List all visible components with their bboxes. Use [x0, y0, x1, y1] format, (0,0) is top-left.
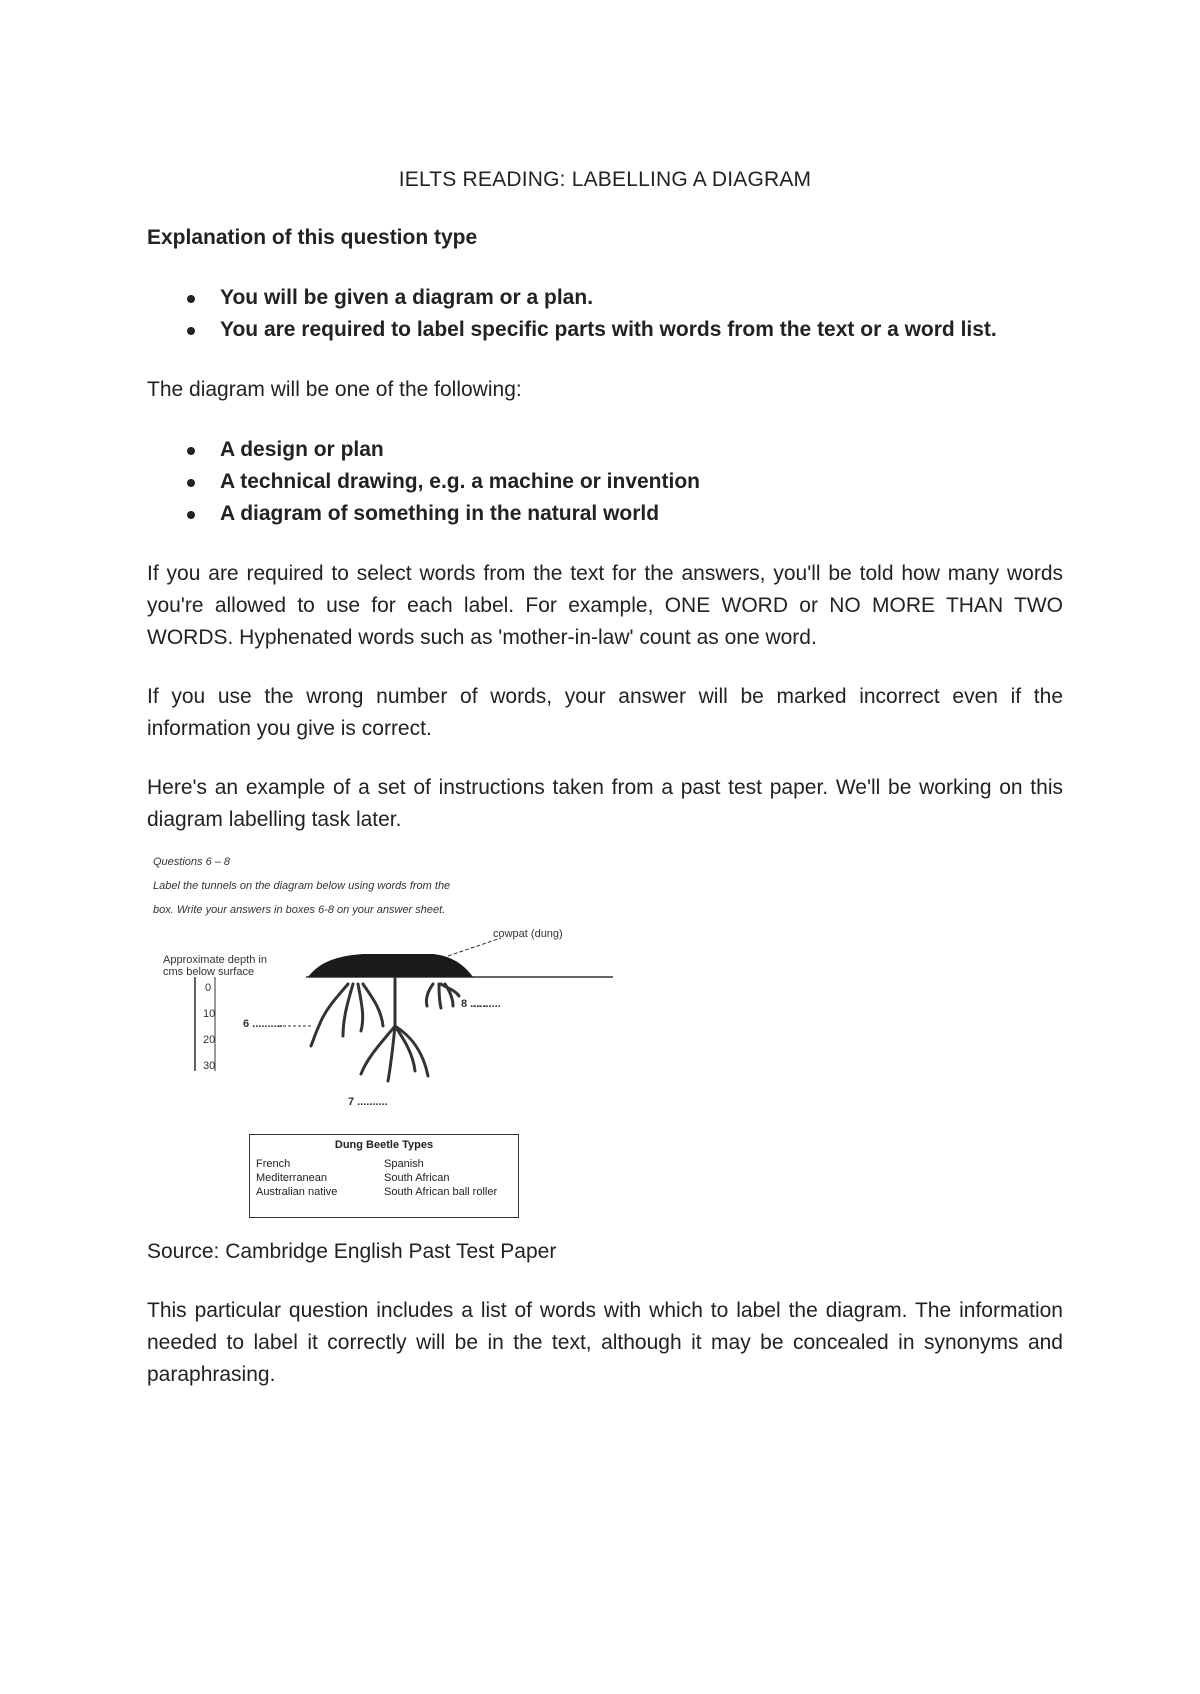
- answer-label-8: 8 ..........: [461, 998, 501, 1010]
- source-line: Source: Cambridge English Past Test Paper: [147, 1240, 557, 1263]
- paragraph-final: This particular question includes a list of words with which to label the diagram. The information needed to label it correctly will be in the text, although it may be concealed in synonyms and paraphrasing.: [147, 1299, 1063, 1386]
- figure-instruction-line-2: box. Write your answers in boxes 6-8 on your answer sheet.: [153, 904, 446, 916]
- section-subheading: Explanation of this question type: [147, 226, 478, 249]
- list-item: [147, 466, 1063, 498]
- legend-item: Spanish: [384, 1158, 424, 1170]
- legend-right-column: [384, 1157, 497, 1199]
- legend-title: Dung Beetle Types: [334, 1139, 434, 1151]
- list-item: [147, 498, 1063, 530]
- paragraph-wrong-number: If you use the wrong number of words, your answer will be marked incorrect even if the information you give is correct.: [147, 685, 1063, 740]
- paragraph-example: Here's an example of a set of instructions taken from a past test paper. We'll be working on this diagram labelling task later.: [147, 776, 1063, 831]
- dung-beetle-figure: [143, 848, 643, 1278]
- depth-tick-30: 30: [203, 1060, 216, 1072]
- legend-item: South African: [384, 1172, 450, 1184]
- dung-beetle-types-box: [249, 1134, 519, 1218]
- paragraph-diagram-types: The diagram will be one of the following:: [147, 378, 522, 401]
- list-item-text: A diagram of something in the natural world: [220, 502, 660, 525]
- bullet-list-1: [147, 282, 1063, 346]
- figure-questions-heading: Questions 6 – 8: [153, 856, 231, 868]
- depth-label-line-1: Approximate depth in: [163, 954, 267, 966]
- paragraph-word-count: If you are required to select words from the text for the answers, you'll be told how many words you're allowed to use for each label. For example, ONE WORD or NO MORE THAN TWO WORDS. Hyphenated words such as 'mother-in-law' count as one word.: [147, 562, 1063, 649]
- depth-tick-0: 0: [205, 982, 212, 994]
- bullet-icon: [187, 295, 195, 303]
- list-item-text: A design or plan: [220, 438, 384, 461]
- cowpat-pointer: [448, 938, 501, 956]
- list-item: [147, 282, 1063, 314]
- bullet-icon: [187, 447, 195, 455]
- document-page: [147, 168, 1063, 1391]
- bullet-icon: [187, 479, 195, 487]
- depth-tick-10: 10: [203, 1008, 216, 1020]
- bullet-icon: [187, 327, 195, 335]
- legend-item: South African ball roller: [384, 1186, 498, 1198]
- answer-label-6: 6 ..........: [243, 1018, 283, 1030]
- tunnel-6: [311, 984, 383, 1046]
- cowpat-label: cowpat (dung): [493, 928, 563, 940]
- bullet-icon: [187, 511, 195, 519]
- tunnel-8: [426, 984, 459, 1008]
- list-item: [147, 314, 1063, 346]
- answer-label-7: 7 ..........: [348, 1096, 388, 1108]
- cowpat-shape: [308, 954, 473, 977]
- legend-item: Mediterranean: [256, 1172, 327, 1184]
- legend-item: French: [256, 1158, 291, 1170]
- depth-label-line-2: cms below surface: [163, 966, 255, 978]
- list-item-text: You will be given a diagram or a plan.: [220, 286, 594, 309]
- list-item-text: You are required to label specific parts with words from the text or a word list.: [220, 318, 997, 341]
- figure-instruction-line-1: Label the tunnels on the diagram below using words from the: [153, 880, 451, 892]
- page-title: IELTS READING: LABELLING A DIAGRAM: [398, 168, 812, 191]
- list-item-text: A technical drawing, e.g. a machine or invention: [220, 470, 700, 493]
- legend-left-column: [256, 1157, 337, 1199]
- list-item: [147, 434, 1063, 466]
- bullet-list-2: [147, 434, 1063, 530]
- depth-tick-20: 20: [203, 1034, 216, 1046]
- legend-item: Australian native: [256, 1186, 338, 1198]
